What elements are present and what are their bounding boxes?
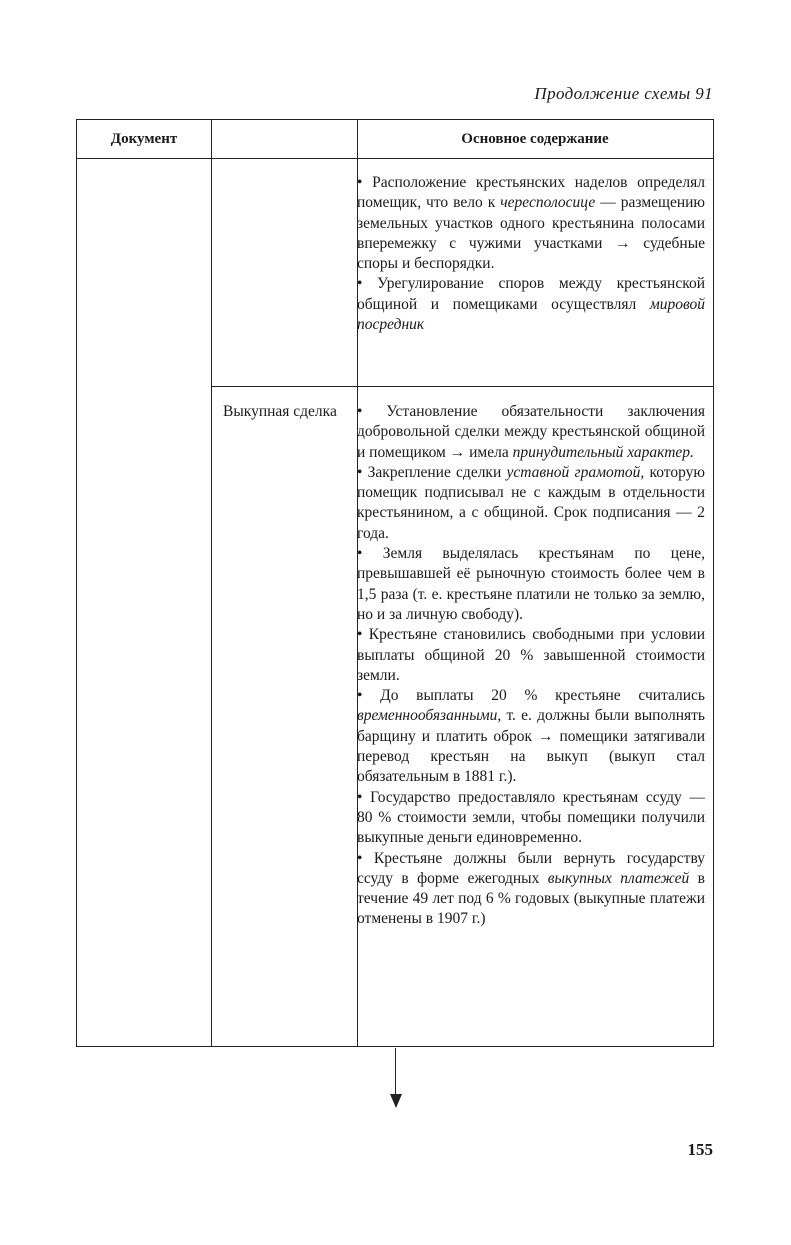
row2-document-name: Выкупная сделка [223, 403, 337, 420]
continuation-arrow-line [395, 1048, 396, 1096]
row2-bullet-7: • Крестьяне должны были вернуть государству ссуду в форме ежегодных выкупных платежей в течение 49 лет под 6 % годовых (выкупные платежи отменены в 1907 г.) [357, 849, 705, 928]
column-divider-left [211, 120, 212, 1046]
row1-content [357, 173, 705, 335]
row2-bullet-1: • Установление обязательности заключения добровольной сделки между крестьянской общиной и помещиком → имела принудительный характер. [357, 403, 705, 461]
row2-bullet-4: • Крестьяне становились свободными при условии выплаты общиной 20 % завышенной стоимости земли. [357, 626, 705, 684]
row1-bullet-2: • Урегулирование споров между крестьянской общиной и помещиками осуществлял мировой посредник [357, 275, 705, 334]
row2-bullet-6: • Государство предоставляло крестьянам ссуду — 80 % стоимости земли, чтобы помещики получили выкупные деньги единовременно. [357, 788, 705, 847]
row2-bullet-3: • Земля выделялась крестьянам по цене, превышавшей её рыночную стоимость более чем в 1,5 раза (т. е. крестьяне платили не только за землю, но и за личную свободу). [357, 545, 705, 623]
row1-bullet-1: • Расположение крестьянских наделов определял помещик, что вело к чересполосице — размещению земельных участков одного крестьянина полосами вперемежку с чужими участками → судебные споры и беспорядки. [357, 174, 705, 273]
row-divider [211, 386, 713, 387]
scheme-table [76, 119, 714, 1047]
row2-bullet-5: • До выплаты 20 % крестьяне считались временнообязанными, т. е. должны были выполнять барщину и платить оброк → помещики затягивали перевод крестьян на выкуп (выкуп стал обязательным в 1881 г.). [357, 687, 705, 786]
column-header-document: Документ [110, 130, 178, 147]
column-header-content: Основное содержание [461, 130, 609, 147]
row2-bullet-2: • Закрепление сделки уставной грамотой, которую помещик подписывал не с каждым в отдельности крестьянином, а с общиной. Срок подписания — 2 года. [357, 463, 705, 542]
down-arrow-icon [390, 1094, 402, 1108]
running-title: Продолжение схемы 91 [534, 84, 713, 103]
header-divider [77, 158, 713, 159]
row2-content [357, 402, 705, 930]
page-number: 155 [687, 1140, 713, 1159]
